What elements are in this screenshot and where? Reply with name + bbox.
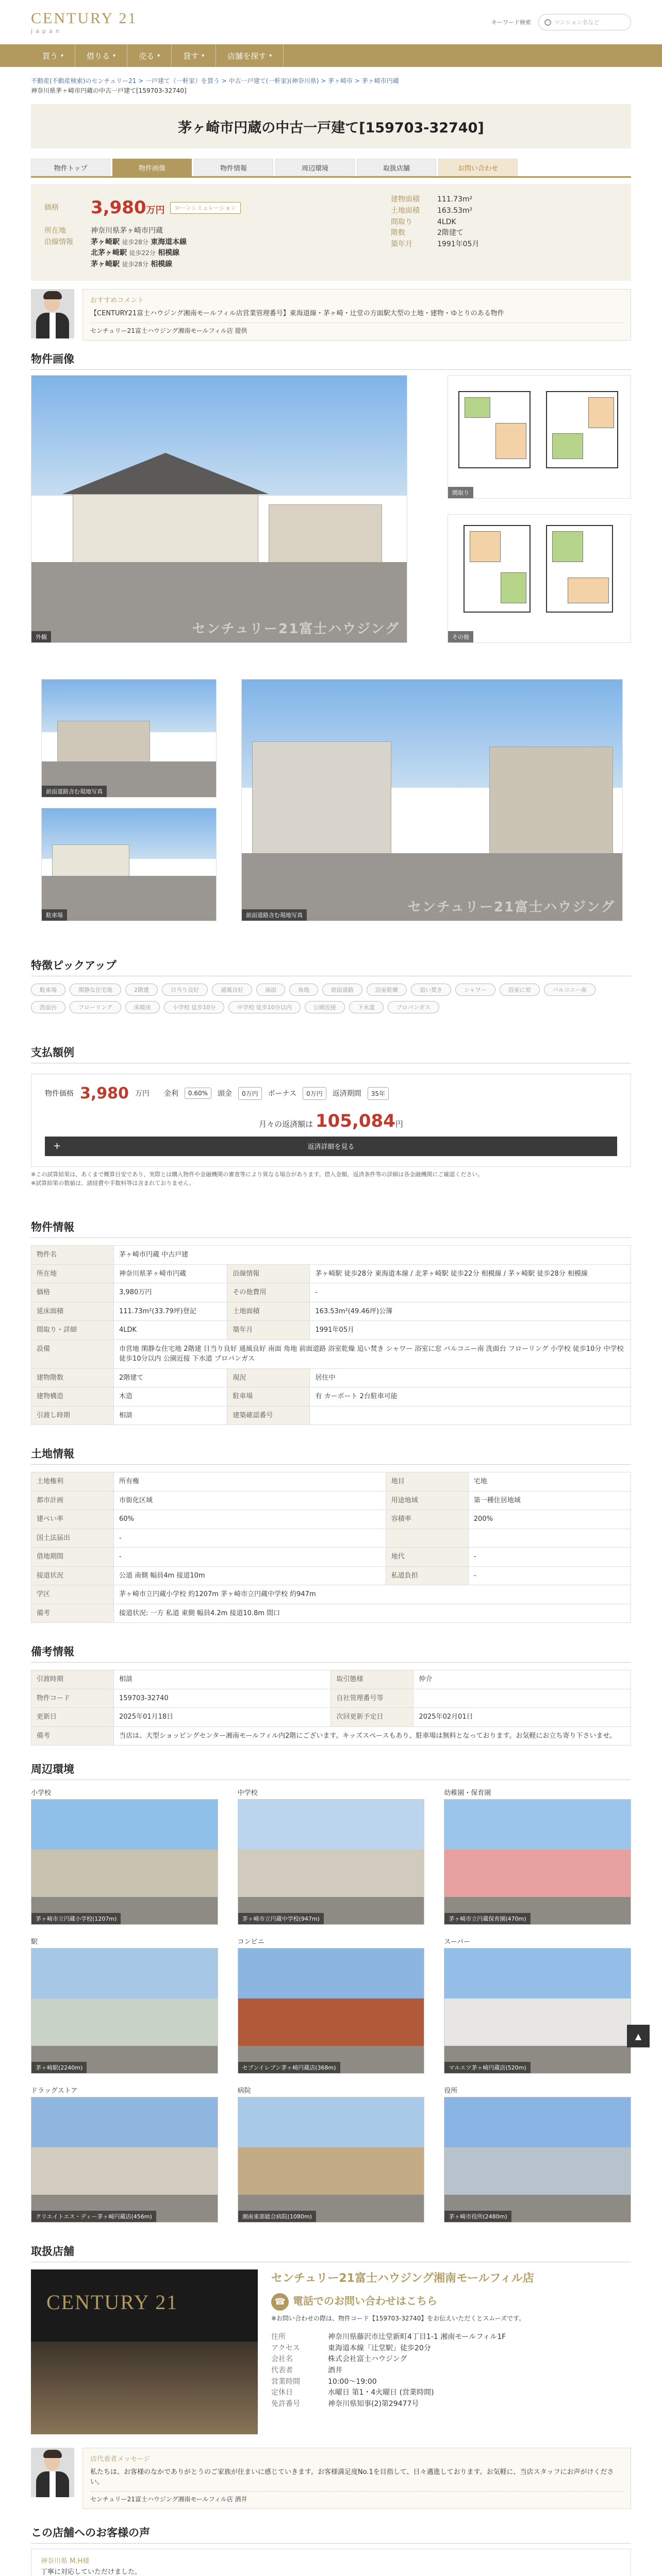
store-heading: 取扱店舗 <box>31 2243 631 2262</box>
environment-caption: 茅ヶ崎市立円蔵保育園(470m) <box>444 1913 530 1924</box>
cell-value: 茅ヶ崎市円蔵 中古戸建 <box>114 1246 631 1265</box>
watermark: センチュリー21富士ハウジング <box>407 899 615 915</box>
nav-buy[interactable]: 買う ▾ <box>31 44 75 67</box>
table-row <box>31 1264 631 1283</box>
environment-category: 小学校 <box>31 1789 52 1797</box>
environment-category: 役所 <box>444 2087 458 2095</box>
environment-caption: 茅ヶ崎駅(2240m) <box>31 2062 87 2073</box>
store-info-row <box>271 2332 631 2343</box>
header-search <box>491 14 631 30</box>
photo-parking[interactable] <box>41 808 217 921</box>
table-row <box>31 1726 631 1745</box>
table-row <box>31 1566 631 1585</box>
store-phone[interactable]: ☎ 電話でのお問い合わせはこちら <box>271 2293 631 2311</box>
environment-category: 中学校 <box>237 1789 258 1797</box>
environment-item[interactable] <box>31 1787 218 1925</box>
cell-value: 1991年05月 <box>310 1321 631 1340</box>
cell-label: 用途地域 <box>386 1491 468 1510</box>
environment-category: スーパー <box>444 1938 471 1946</box>
feature-chip: 日当り良好 <box>162 984 208 996</box>
store-info-label: アクセス <box>271 2344 300 2352</box>
down-label: 頭金 <box>218 1090 233 1098</box>
cell-value: - <box>310 1283 631 1302</box>
watermark: センチュリー21富士ハウジング <box>192 621 400 637</box>
environment-item[interactable] <box>31 1936 218 2074</box>
environment-caption: クリエイトエス・ディー茅ヶ崎円蔵店(456m) <box>31 2211 156 2222</box>
cell-label: 所在地 <box>31 1264 114 1283</box>
spec-label: 建物面積 <box>391 195 420 204</box>
cell-value: 相談 <box>114 1670 331 1689</box>
cell-label: 地代 <box>386 1548 468 1567</box>
loan-calculator <box>31 1074 631 1167</box>
cell-label: 土地権利 <box>31 1472 114 1492</box>
cell-value <box>468 1529 631 1548</box>
table-row <box>31 1321 631 1340</box>
tab-store[interactable]: 取扱店舗 <box>357 159 436 176</box>
rate-label: 金利 <box>163 1090 178 1098</box>
cell-value: 居住中 <box>310 1368 631 1387</box>
cell-label: 更新日 <box>31 1708 114 1727</box>
nav-rent[interactable]: 借りる ▾ <box>75 44 127 67</box>
cell-value: 第一種住居地域 <box>468 1491 631 1510</box>
cell-label: 接道状況 <box>31 1566 114 1585</box>
feature-chip: 角地 <box>289 984 318 996</box>
cell-label: 建ぺい率 <box>31 1510 114 1529</box>
cell-value: 4LDK <box>114 1321 227 1340</box>
summary-specs <box>391 194 618 270</box>
environment-item[interactable] <box>238 1936 425 2074</box>
photo-floorplan-2[interactable] <box>448 514 631 643</box>
century21-logo[interactable]: CENTURY 21 Japan <box>31 9 138 35</box>
rate-select[interactable]: 0.60% <box>185 1088 211 1099</box>
environment-item[interactable] <box>444 1936 631 2074</box>
environment-photo <box>31 1799 218 1925</box>
property-summary <box>31 184 631 280</box>
table-row <box>31 1491 631 1510</box>
feature-chip: 南面 <box>256 984 285 996</box>
payment-heading: 支払額例 <box>31 1044 631 1063</box>
store-phone-note: ※お問い合わせの際は、物件コード【159703-32740】をお伝えいただくとスムーズです。 <box>271 2315 525 2322</box>
environment-caption: 茅ヶ崎市立円蔵中学校(947m) <box>238 1913 324 1924</box>
cell-value: 2階建て <box>114 1368 227 1387</box>
store-info-label: 免許番号 <box>271 2400 300 2409</box>
photo-caption: 間取り <box>448 487 473 498</box>
cell-value: 接道状況: 一方 私道 東側 幅員4.2m 接道10.8m 間口 <box>114 1604 631 1623</box>
search-label: キーワード検索 <box>491 19 531 26</box>
environment-item[interactable] <box>238 1787 425 1925</box>
property-info-table <box>31 1245 631 1425</box>
feature-chips <box>31 984 631 1013</box>
cell-label <box>386 1529 468 1548</box>
cell-label: 借地期間 <box>31 1548 114 1567</box>
cell-label: 引渡時期 <box>31 1670 114 1689</box>
photo-street-1[interactable] <box>41 679 217 798</box>
cell-label: 地目 <box>386 1472 468 1492</box>
environment-item[interactable] <box>31 2085 218 2223</box>
feature-chip: 中学校 徒歩10分以内 <box>228 1001 301 1013</box>
term-select[interactable]: 35年 <box>368 1087 389 1100</box>
environment-caption: 湘南東部総合病院(1080m) <box>238 2211 316 2222</box>
environment-category: 駅 <box>31 1938 38 1946</box>
table-row <box>31 1368 631 1387</box>
cell-label: 土地面積 <box>227 1302 310 1321</box>
back-to-top-button[interactable]: ▲ <box>627 2025 650 2047</box>
table-row <box>31 1585 631 1604</box>
traffic-item: 北茅ヶ崎駅 徒歩22分 相模線 <box>91 249 180 258</box>
cell-value: 公道 南側 幅員4m 接道10m <box>114 1566 386 1585</box>
feature-chip: 洗面台 <box>31 1001 65 1013</box>
feature-chip: 駐車場 <box>31 984 65 996</box>
cell-label: 備考 <box>31 1604 114 1623</box>
staff-photo <box>31 289 74 338</box>
repayment-details-button[interactable]: + 返済詳細を見る <box>45 1137 617 1156</box>
cell-label: 学区 <box>31 1585 114 1604</box>
calc-notes: ※この試算結果は、あくまで概算目安であり、実際とは購入物件や金融機関の審査等により異なる場合があります。借入金額、返済条件等の詳細は各金融機関にご確認ください。 ※試算結果の数値は、諸経費や手数料等は含まれておりません。 <box>31 1171 484 1187</box>
cell-label: 間取り・詳細 <box>31 1321 114 1340</box>
cell-label: その他費用 <box>227 1283 310 1302</box>
table-row <box>31 1689 631 1708</box>
store-info-row <box>271 2387 631 2399</box>
breadcrumb: 不動産(不動産検索)のセンチュリー21 > 一戸建て（一軒家）を買う > 中古一戸建て(一軒家)(神奈川県) > 茅ヶ崎市 > 茅ヶ崎市円蔵 神奈川県茅ヶ崎市円蔵の中古一戸建て[159703-32740] <box>31 77 399 95</box>
crumb-2[interactable]: 一戸建て（一軒家）を買う <box>145 77 220 84</box>
table-row <box>31 1340 631 1368</box>
table-row <box>31 1670 631 1689</box>
cell-label: 物件コード <box>31 1689 114 1708</box>
cell-label: 駐車場 <box>227 1387 310 1406</box>
crumb-current: 神奈川県茅ヶ崎市円蔵の中古一戸建て[159703-32740] <box>31 87 187 95</box>
environment-caption: 茅ヶ崎市立円蔵小学校(1207m) <box>31 1913 121 1924</box>
spec-value: 2階建て <box>437 229 464 238</box>
spec-value: 4LDK <box>437 217 456 226</box>
cell-value <box>413 1689 631 1708</box>
location-value: 神奈川県茅ヶ崎市円蔵 <box>91 227 163 235</box>
table-row <box>31 1387 631 1406</box>
cell-value: 相談 <box>114 1406 227 1425</box>
table-row <box>31 1472 631 1492</box>
message-shop: センチュリー21富士ハウジング湘南モールフィル店 酒井 <box>90 2491 623 2503</box>
feature-chip: 追い焚き <box>411 984 451 996</box>
environment-category: 病院 <box>237 2087 251 2095</box>
nav-sell[interactable]: 売る ▾ <box>127 44 172 67</box>
customer-voice: 神奈川県 M.H様 丁寧に対応していただけました。 <box>31 2549 631 2576</box>
property-tabs <box>31 159 631 178</box>
environment-photo <box>444 2097 631 2223</box>
environment-item[interactable] <box>444 1787 631 1925</box>
notes-table <box>31 1670 631 1745</box>
store-info-value: 株式会社富士ハウジング <box>328 2355 407 2364</box>
feature-chip: 浴室に窓 <box>500 984 540 996</box>
cell-label: 国土法届出 <box>31 1529 114 1548</box>
search-input[interactable]: マンション名など <box>538 14 631 30</box>
store-info-value: 神奈川県知事(2)第29477号 <box>328 2400 419 2409</box>
table-row <box>31 1529 631 1548</box>
spec-label: 間取り <box>391 217 412 226</box>
feature-chip: 閑静な住宅地 <box>70 984 121 996</box>
feature-chip: 下水道 <box>349 1001 384 1013</box>
recommend-title: おすすめコメント <box>90 296 144 304</box>
traffic-label: 沿線情報 <box>44 238 73 246</box>
cell-value: 60% <box>114 1510 386 1529</box>
store-manager-photo <box>31 2448 74 2497</box>
traffic-item: 茅ヶ崎駅 徒歩28分 東海道本線 <box>91 238 187 246</box>
location-label: 所在地 <box>44 227 66 235</box>
cell-label: 次回更新予定日 <box>331 1708 413 1727</box>
environment-item[interactable] <box>444 2085 631 2223</box>
cell-label: 引渡し時期 <box>31 1406 114 1425</box>
store-info <box>271 2332 631 2410</box>
feature-chip: 前面道路 <box>322 984 362 996</box>
table-row <box>31 1604 631 1623</box>
cell-value: 200% <box>468 1510 631 1529</box>
feature-chip: プロパンガス <box>388 1001 439 1013</box>
cell-label: 都市計画 <box>31 1491 114 1510</box>
page-title: 茅ヶ崎市円蔵の中古一戸建て[159703-32740] <box>31 104 631 148</box>
store-info-value: 水曜日 第1・4火曜日 (営業時間) <box>328 2388 434 2397</box>
cell-value: 仲介 <box>413 1670 631 1689</box>
feature-chip: 床暖房 <box>125 1001 160 1013</box>
tab-contact[interactable]: お問い合わせ <box>438 159 518 176</box>
photo-exterior[interactable] <box>31 375 407 643</box>
notes-heading: 備考情報 <box>31 1643 631 1663</box>
cell-label: 備考 <box>31 1726 114 1745</box>
photo-caption: 前面道路含む現地写真 <box>242 909 307 921</box>
cell-value: 宅地 <box>468 1472 631 1492</box>
store-info-value: 酒井 <box>328 2366 342 2375</box>
features-heading: 特徴ピックアップ <box>31 957 631 976</box>
cell-value: 茅ヶ崎市立円蔵小学校 約1207m 茅ヶ崎市立円蔵中学校 約947m <box>114 1585 631 1604</box>
store-message <box>31 2448 631 2509</box>
cell-label: 物件名 <box>31 1246 114 1265</box>
calc-price-label: 物件価格 <box>45 1090 74 1098</box>
environment-caption: 茅ヶ崎市役所(2480m) <box>444 2211 511 2222</box>
recommend-text: 【CENTURY21富士ハウジング湘南モールフィル店営業管理番号】東海道線・茅ヶ崎・辻堂の方面駅大型の土地・建物・ゆとりのある物件 <box>90 309 504 317</box>
table-row <box>31 1406 631 1425</box>
global-nav <box>0 44 662 67</box>
spec-label: 土地面積 <box>391 207 420 215</box>
cell-value: 163.53m²(49.46坪)公簿 <box>310 1302 631 1321</box>
voices-heading: この店舗へのお客様の声 <box>31 2524 631 2544</box>
cell-value <box>310 1406 631 1425</box>
bonus-select[interactable]: 0万円 <box>303 1087 326 1100</box>
spec-label: 築年月 <box>391 240 412 249</box>
store-photo: CENTURY 21 <box>31 2269 258 2434</box>
store-name[interactable]: センチュリー21富士ハウジング湘南モールフィル店 <box>271 2272 534 2285</box>
monthly-payment: 月々の返済額は 105,084円 <box>259 1110 403 1131</box>
environment-category: ドラッグストア <box>31 2087 78 2095</box>
recommend-shop: センチュリー21富士ハウジング湘南モールフィル店 提供 <box>90 323 623 335</box>
environment-photo <box>238 1948 425 2074</box>
table-row <box>31 1283 631 1302</box>
calc-price: 3,980 <box>80 1084 129 1103</box>
store-info-label: 定休日 <box>271 2388 293 2397</box>
cell-value: 茅ヶ崎駅 徒歩28分 東海道本線 / 北茅ヶ崎駅 徒歩22分 相模線 / 茅ヶ崎駅 徒歩28分 相模線 <box>310 1264 631 1283</box>
calc-unit: 万円 <box>135 1090 150 1098</box>
tab-info[interactable]: 物件情報 <box>194 159 273 176</box>
photo-gallery <box>31 375 631 921</box>
feature-chip: 浴室乾燥 <box>367 984 407 996</box>
spec-label: 階数 <box>391 229 405 238</box>
cell-value: 111.73m²(33.79坪)登記 <box>114 1302 227 1321</box>
store-info-label: 営業時間 <box>271 2377 300 2386</box>
store-info-row <box>271 2399 631 2410</box>
feature-chip: 公園近接 <box>305 1001 345 1013</box>
nav-lend[interactable]: 貸す ▾ <box>172 44 216 67</box>
cell-value: - <box>468 1566 631 1585</box>
message-text: 私たちは、お客様のなかでありがとうのご家族が住まいに感じていきます。お客様満足度No.1を目指して、日々邁進しております。お気軽に、当店スタッフにお声がけください。 <box>90 2468 614 2486</box>
nav-store[interactable]: 店舗を探す ▾ <box>216 44 284 67</box>
gallery-heading: 物件画像 <box>31 351 631 370</box>
photo-street-2[interactable] <box>241 679 623 921</box>
cell-value: 市街化区域 <box>114 1491 386 1510</box>
environment-category: 幼稚園・保育園 <box>444 1789 491 1797</box>
environment-item[interactable] <box>238 2085 425 2223</box>
cell-value: - <box>114 1529 386 1548</box>
bonus-label: ボーナス <box>268 1090 297 1098</box>
cell-label: 取引態様 <box>331 1670 413 1689</box>
cell-value: 2025年02月01日 <box>413 1708 631 1727</box>
table-row <box>31 1708 631 1727</box>
cell-label: 自社管理番号等 <box>331 1689 413 1708</box>
price-label: 価格 <box>44 203 59 212</box>
crumb-1[interactable]: 不動産(不動産検索)のセンチュリー21 <box>31 77 137 84</box>
store-info-row <box>271 2377 631 2388</box>
table-row <box>31 1246 631 1265</box>
cell-label: 建物構造 <box>31 1387 114 1406</box>
environment-photo <box>31 2097 218 2223</box>
photo-floorplan-1[interactable] <box>448 375 631 499</box>
down-select[interactable]: 0万円 <box>238 1087 262 1100</box>
store-info-value: 神奈川県藤沢市辻堂新町4丁目1-1 湘南モールフィル1F <box>328 2333 506 2341</box>
cell-label: 延床面積 <box>31 1302 114 1321</box>
tab-environment[interactable]: 周辺環境 <box>275 159 355 176</box>
environment-grid <box>31 1787 631 2223</box>
store-info-value: 東海道本線「辻堂駅」徒歩20分 <box>328 2344 431 2352</box>
crumb-3[interactable]: 中古一戸建て(一軒家)(神奈川県) <box>228 77 319 84</box>
price-value: 3,980万円 <box>91 197 165 218</box>
spec-value: 1991年05月 <box>437 240 479 249</box>
cell-value: 市営地 閑静な住宅地 2階建 日当り良好 通風良好 南面 角地 前面道路 浴室乾燥 追い焚き シャワー 浴室に窓 バルコニー南 洗面台 フローリング 小学校 徒歩10分 中学校 徒歩10分以内 公園近接 下水道 プロパンガス <box>114 1340 631 1368</box>
environment-caption: セブンイレブン茅ヶ崎円蔵店(368m) <box>238 2062 340 2073</box>
cell-label: 設備 <box>31 1340 114 1368</box>
land-info-table <box>31 1472 631 1623</box>
table-row <box>31 1548 631 1567</box>
store-info-label: 住所 <box>271 2333 286 2341</box>
photo-caption: 駐車場 <box>42 909 67 921</box>
environment-photo <box>238 1799 425 1925</box>
store-info-label: 会社名 <box>271 2355 293 2364</box>
tab-top[interactable]: 物件トップ <box>31 159 110 176</box>
cell-value: 木造 <box>114 1387 227 1406</box>
cell-value: 当店は、大型ショッピングセンター湘南モールフィル内2階にございます。キッズスペースもあり、駐車場は無料となっております。お気軽にお立ち寄り下さいませ。 <box>114 1726 631 1745</box>
store-section <box>31 2269 631 2434</box>
cell-label: 価格 <box>31 1283 114 1302</box>
cell-label: 建物階数 <box>31 1368 114 1387</box>
cell-value: 神奈川県茅ヶ崎市円蔵 <box>114 1264 227 1283</box>
cell-value: 有 カーポート 2台駐車可能 <box>310 1387 631 1406</box>
crumb-5[interactable]: 茅ヶ崎市円蔵 <box>361 77 399 84</box>
tab-images[interactable]: 物件画像 <box>112 159 192 176</box>
photo-caption: その他 <box>448 631 473 642</box>
cell-label: 現況 <box>227 1368 310 1387</box>
feature-chip: シャワー <box>455 984 495 996</box>
photo-caption: 前面道路含む現地写真 <box>42 786 107 797</box>
store-info-row <box>271 2365 631 2377</box>
cell-label: 容積率 <box>386 1510 468 1529</box>
feature-chip: 小学校 徒歩10分 <box>164 1001 225 1013</box>
spec-value: 163.53m² <box>437 207 473 215</box>
spec-value: 111.73m² <box>437 195 473 204</box>
term-label: 返済期間 <box>332 1090 361 1098</box>
cell-value: 2025年01月18日 <box>114 1708 331 1727</box>
cell-value: 所有権 <box>114 1472 386 1492</box>
environment-photo <box>238 2097 425 2223</box>
cell-value: 3,980万円 <box>114 1283 227 1302</box>
cell-label: 沿線情報 <box>227 1264 310 1283</box>
traffic-list <box>91 237 187 270</box>
environment-photo <box>31 1948 218 2074</box>
cell-value: - <box>114 1548 386 1567</box>
table-row <box>31 1510 631 1529</box>
loan-simulation-button[interactable]: ローンシミュレーション <box>170 202 241 214</box>
photo-caption: 外観 <box>31 631 51 642</box>
table-row <box>31 1302 631 1321</box>
property-info-heading: 物件情報 <box>31 1219 631 1238</box>
cell-label: 築年月 <box>227 1321 310 1340</box>
crumb-4[interactable]: 茅ヶ崎市 <box>328 77 353 84</box>
environment-category: コンビニ <box>237 1938 264 1946</box>
cell-value: 159703-32740 <box>114 1689 331 1708</box>
land-info-heading: 土地情報 <box>31 1446 631 1465</box>
environment-photo <box>444 1948 631 2074</box>
store-info-row <box>271 2354 631 2365</box>
environment-caption: マルエツ茅ヶ崎円蔵店(520m) <box>444 2062 530 2073</box>
environment-heading: 周辺環境 <box>31 1761 631 1780</box>
recommend-comment <box>31 289 631 341</box>
site-header <box>0 0 662 44</box>
cell-label: 建築確認番号 <box>227 1406 310 1425</box>
store-info-row <box>271 2343 631 2354</box>
feature-chip: フローリング <box>70 1001 121 1013</box>
environment-photo <box>444 1799 631 1925</box>
feature-chip: 通風良好 <box>212 984 252 996</box>
message-title: 店代表者メッセージ <box>90 2455 151 2463</box>
cell-value: - <box>468 1548 631 1567</box>
store-info-label: 代表者 <box>271 2366 293 2375</box>
store-info-value: 10:00〜19:00 <box>328 2377 377 2386</box>
feature-chip: バルコニー南 <box>544 984 595 996</box>
cell-label: 私道負担 <box>386 1566 468 1585</box>
traffic-item: 茅ヶ崎駅 徒歩28分 相模線 <box>91 260 173 269</box>
feature-chip: 2階建 <box>125 984 158 996</box>
